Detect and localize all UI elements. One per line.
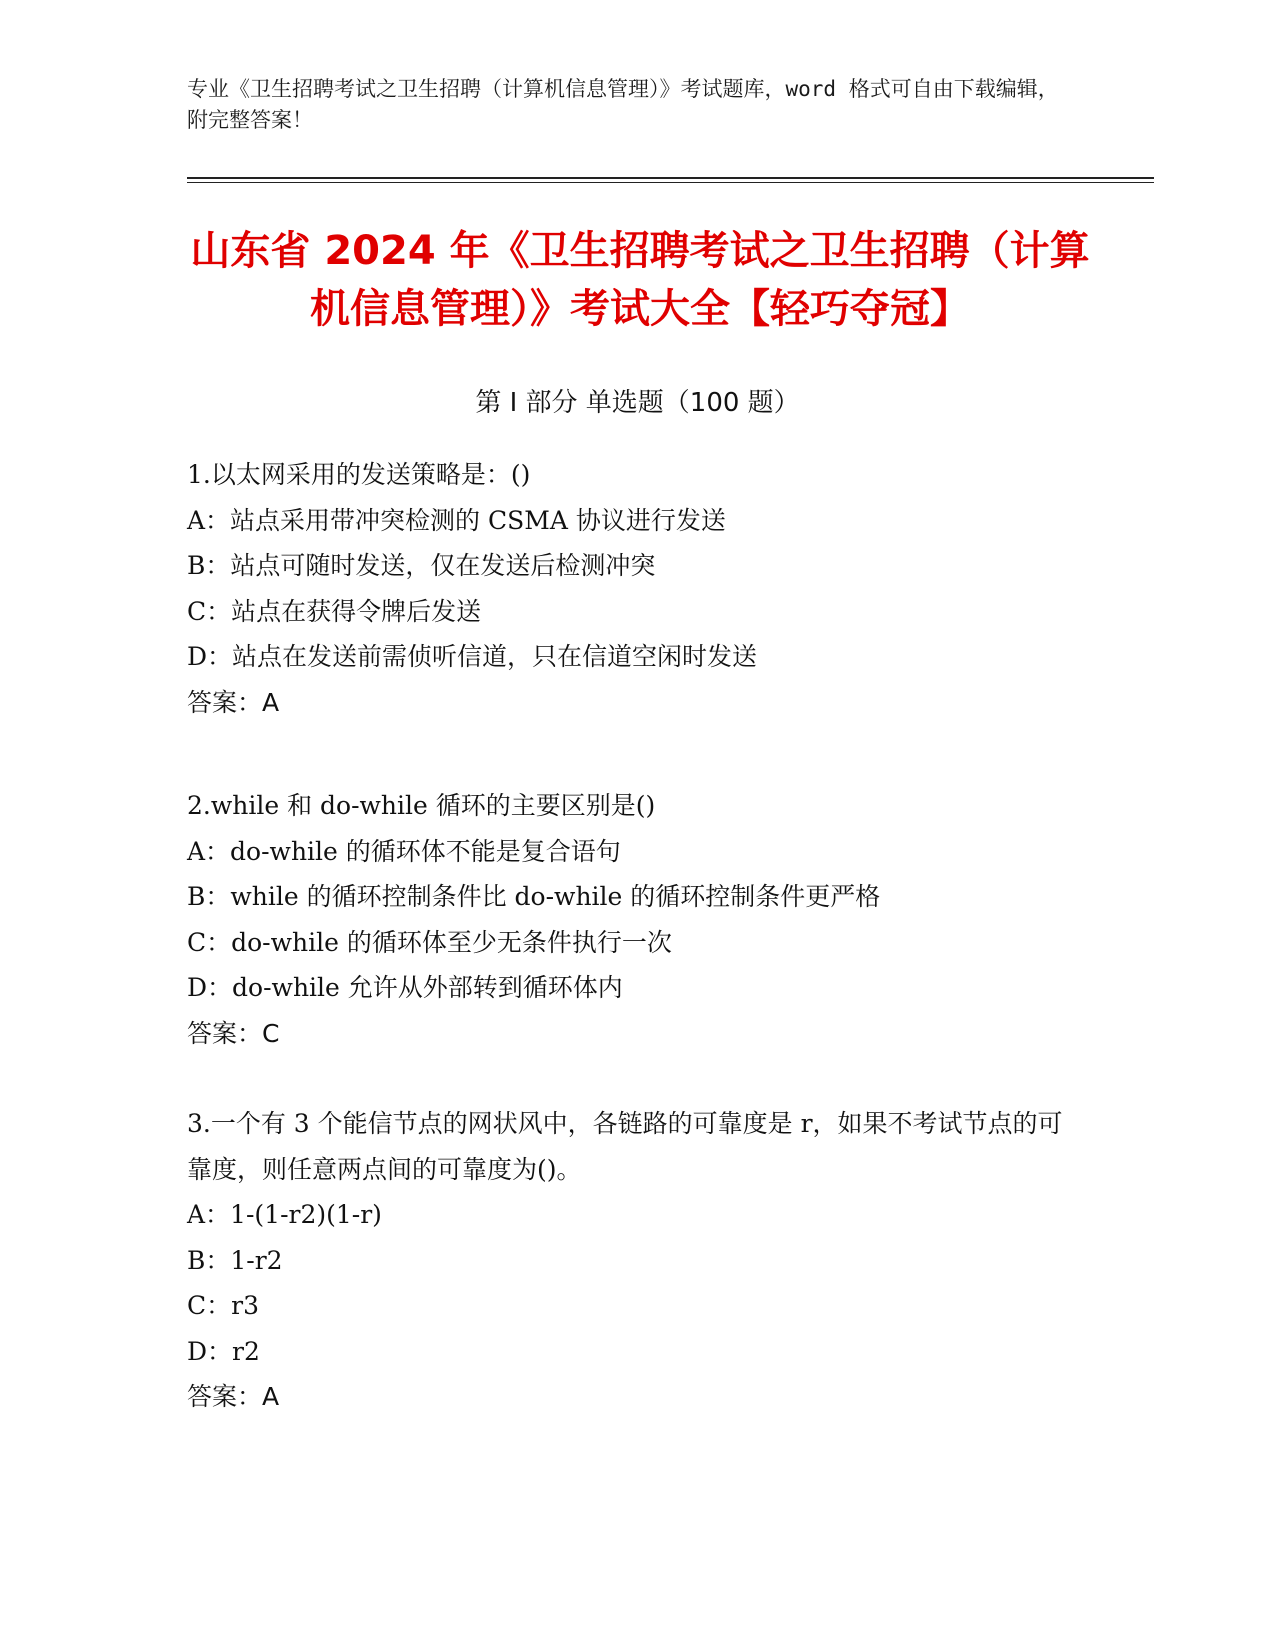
option-c: C：站点在获得令牌后发送: [187, 596, 482, 626]
document-title: 山东省 2024 年《卫生招聘考试之卫生招聘（计算机信息管理）》考试大全【轻巧夺冠】: [190, 228, 1090, 332]
option-d: D：站点在发送前需侦听信道，只在信道空闲时发送: [187, 642, 758, 671]
answer-line: 答案：A: [187, 1382, 280, 1411]
option-c: C：r3: [187, 1291, 259, 1320]
section-heading: 第 I 部分 单选题（100 题）: [475, 388, 800, 418]
question-stem: 1.以太网采用的发送策略是：(): [187, 460, 531, 489]
option-a: A：do-while 的循环体不能是复合语句: [187, 836, 621, 866]
option-a: A：站点采用带冲突检测的 CSMA 协议进行发送: [187, 505, 726, 535]
option-b: B：站点可随时发送，仅在发送后检测冲突: [187, 551, 656, 580]
header-note: 专业《卫生招聘考试之卫生招聘（计算机信息管理）》考试题库，word 格式可自由下载编辑，附完整答案！: [187, 77, 1059, 132]
question-1: [187, 452, 1087, 725]
question-stem: 3.一个有 3 个能信节点的网状风中，各链路的可靠度是 r，如果不考试节点的可靠度，则任意两点间的可靠度为()。: [187, 1109, 1063, 1184]
option-c: C：do-while 的循环体至少无条件执行一次: [187, 927, 672, 957]
header-divider-thick: [187, 177, 1154, 179]
option-b: B：1-r2: [187, 1245, 283, 1275]
header-divider-thin: [187, 182, 1154, 183]
answer-line: 答案：C: [187, 1018, 280, 1048]
option-b: B：while 的循环控制条件比 do-while 的循环控制条件更严格: [187, 882, 881, 911]
question-stem: 2.while 和 do-while 循环的主要区别是(): [187, 791, 656, 820]
question-3: [187, 1101, 1077, 1420]
answer-line: 答案：A: [187, 687, 280, 717]
question-2: [187, 783, 1087, 1056]
option-d: D：r2: [187, 1336, 260, 1366]
option-a: A：1-(1-r2)(1-r): [187, 1200, 382, 1229]
option-d: D：do-while 允许从外部转到循环体内: [187, 973, 623, 1002]
